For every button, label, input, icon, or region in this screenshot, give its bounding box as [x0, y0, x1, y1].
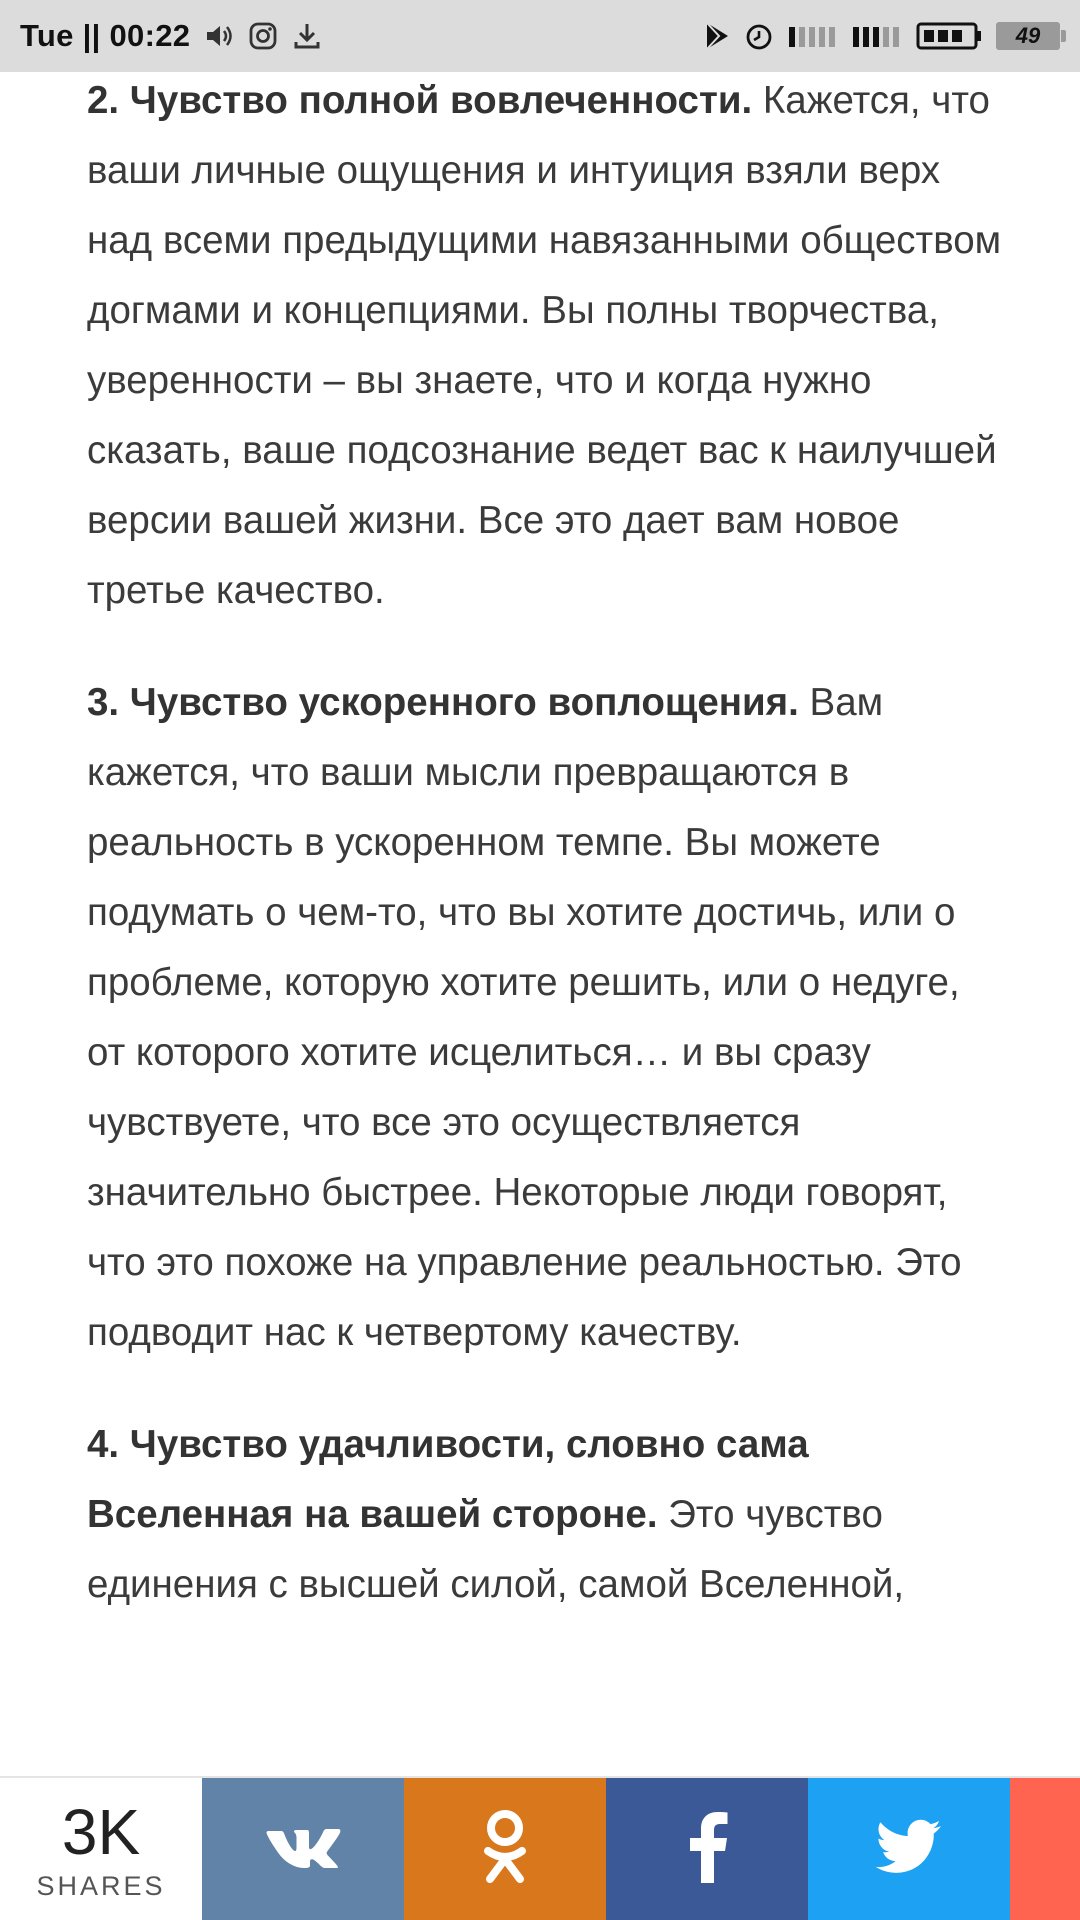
instagram-icon — [248, 21, 278, 51]
paragraph-2 — [87, 66, 1007, 626]
battery-saver-icon — [916, 22, 982, 50]
paragraph-text: Это чувство единения с высшей силой, самой Вселенной, — [87, 1493, 905, 1606]
status-bar-right — [704, 21, 1060, 51]
volume-icon — [204, 21, 234, 51]
play-store-icon — [704, 21, 730, 51]
article-body — [87, 66, 1007, 1662]
vk-share-button[interactable] — [202, 1778, 404, 1920]
share-count-number: 3K — [61, 1795, 141, 1868]
twitter-icon — [876, 1819, 942, 1880]
twitter-share-button[interactable] — [808, 1778, 1010, 1920]
battery-icon: 49 — [996, 22, 1060, 50]
vk-icon — [265, 1825, 341, 1874]
status-time: Tue || 00:22 — [20, 18, 191, 53]
signal-icon — [852, 23, 902, 49]
paragraph-4 — [87, 1410, 1007, 1620]
share-count-label: SHARES — [36, 1870, 166, 1901]
alarm-icon — [744, 21, 774, 51]
paragraph-text: Вам кажется, что ваши мысли превращаются в реальность в ускоренном темпе. Вы можете подумать о чем-то, что вы хотите достичь, или о проблеме, которую хотите решить, или о недуге, от которого хотите исцелиться… и вы сразу чувствуете, что все это осуществляется значительно быстрее. Некоторые люди говорят, что это похоже на управление реальностью. Это подводит нас к четвертому качеству. — [87, 681, 962, 1354]
paragraph-3 — [87, 668, 1007, 1368]
share-bar — [0, 1776, 1080, 1920]
status-bar — [0, 0, 1080, 72]
share-count — [0, 1778, 202, 1920]
paragraph-heading: 3. Чувство ускоренного воплощения. — [87, 681, 799, 724]
paragraph-heading: 4. Чувство удачливости, словно сама Вселенная на вашей стороне. — [87, 1423, 809, 1536]
more-share-button[interactable] — [1010, 1778, 1080, 1920]
odnoklassniki-share-button[interactable] — [404, 1778, 606, 1920]
status-bar-left — [20, 18, 322, 54]
odnoklassniki-icon — [480, 1809, 530, 1890]
paragraph-text: Кажется, что ваши личные ощущения и интуиция взяли верх над всеми предыдущими навязанными обществом догмами и концепциями. Вы полны творчества, уверенности – вы знаете, что и когда нужно сказать, ваше подсознание ведет вас к наилучшей версии вашей жизни. Все это дает вам новое третье качество. — [87, 79, 1002, 612]
facebook-icon — [685, 1811, 729, 1888]
download-icon — [292, 21, 322, 51]
signal-icon — [788, 23, 838, 49]
paragraph-heading: 2. Чувство полной вовлеченности. — [87, 79, 753, 122]
facebook-share-button[interactable] — [606, 1778, 808, 1920]
